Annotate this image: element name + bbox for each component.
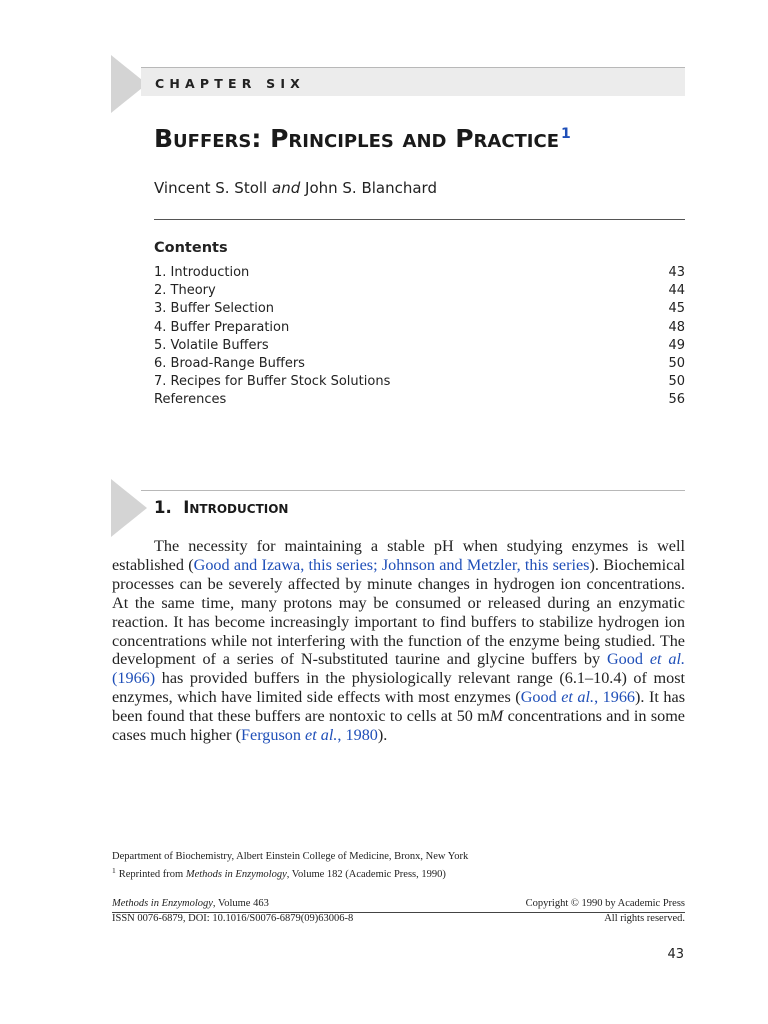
divider <box>154 219 685 220</box>
rights: All rights reserved. <box>604 913 685 924</box>
publication-line <box>112 913 685 924</box>
section-heading <box>154 498 288 517</box>
paragraph-text: ). It has been found that these buffers are nontoxic to cells at 50 m <box>112 688 686 726</box>
intro-paragraph <box>112 537 685 745</box>
page-number: 43 <box>667 947 684 962</box>
reprint-prefix: Reprinted from <box>118 869 186 880</box>
toc-item-label: 6. Broad-Range Buffers <box>154 355 305 371</box>
paragraph-text: has provided buffers in the physiologically relevant range (6.1–10.4) of most enzymes, which have limited side effects with most enzymes ( <box>112 669 685 707</box>
journal-name: Methods in Enzymology <box>112 898 213 909</box>
toc-item-page: 50 <box>668 374 685 390</box>
citation-author: Good <box>520 688 562 707</box>
author-conjunction: and <box>272 179 301 197</box>
toc-item-page: 50 <box>668 355 685 371</box>
authors <box>154 179 437 197</box>
paragraph-text: ). <box>377 726 388 745</box>
citation-year: , 1966 <box>594 688 636 707</box>
toc-item[interactable] <box>154 282 685 300</box>
volume: , Volume 463 <box>212 898 269 909</box>
copyright: Copyright © 1990 by Academic Press <box>525 898 685 909</box>
citation-etal: et al. <box>561 688 595 707</box>
toc-item-page: 45 <box>668 301 685 317</box>
toc-item[interactable] <box>154 355 685 373</box>
toc-item[interactable] <box>154 337 685 355</box>
toc-item-label: 7. Recipes for Buffer Stock Solutions <box>154 374 391 390</box>
toc-item-page: 56 <box>668 392 685 408</box>
toc-item[interactable] <box>154 264 685 282</box>
affiliation-note: Department of Biochemistry, Albert Einstein College of Medicine, Bronx, New York <box>112 851 469 862</box>
paragraph-text: ). Biochemical processes can be severely affected by minute changes in hydrogen ion concentrations. At the same time, many protons may be consumed or released during an enzymatic reaction. It has become increasingly important to find buffers to stabilize hydrogen ion concentrations while not interfering with the function of the enzyme being studied. The development of a series of N-substituted taurine and glycine buffers by <box>112 555 686 669</box>
footnote-mark: 1 <box>112 866 116 875</box>
author-1: Vincent S. Stoll <box>154 179 268 197</box>
chapter-label: CHAPTER SIX <box>155 76 306 91</box>
toc-item-page: 49 <box>668 337 685 353</box>
toc-item[interactable] <box>154 300 685 318</box>
toc-item-label: 3. Buffer Selection <box>154 301 275 317</box>
toc-item[interactable] <box>154 391 685 409</box>
citation-author: Good <box>606 650 650 669</box>
toc-item-page: 48 <box>668 319 685 335</box>
journal-volume <box>112 898 269 909</box>
publication-line <box>112 898 685 909</box>
chapter-title <box>154 124 571 153</box>
section-banner-arrow <box>111 479 147 537</box>
citation-year: (1966) <box>112 669 156 688</box>
toc-item-label: 4. Buffer Preparation <box>154 319 290 335</box>
title-footnote-link[interactable]: 1 <box>561 126 571 142</box>
toc-item-label: 5. Volatile Buffers <box>154 337 269 353</box>
issn-doi: ISSN 0076-6879, DOI: 10.1016/S0076-6879(09)63006-8 <box>112 913 354 924</box>
toc-item-label: 2. Theory <box>154 283 216 299</box>
citation-etal: et al. <box>305 726 338 745</box>
paragraph-text: The necessity for maintaining a stable pH when studying enzymes is well established ( <box>112 537 685 574</box>
table-of-contents <box>154 264 685 410</box>
chapter-title-text: Buffers: Principles and Practice <box>154 124 560 153</box>
footnotes <box>112 850 468 882</box>
citation-link[interactable] <box>521 688 635 706</box>
unit-italic: M <box>489 707 504 726</box>
citation-etal: et al. <box>649 650 686 669</box>
toc-item-page: 43 <box>668 265 685 280</box>
citation-year: , 1980 <box>337 726 378 745</box>
section-title: Introduction <box>183 498 289 517</box>
toc-item[interactable] <box>154 373 685 391</box>
author-2: John S. Blanchard <box>305 179 437 197</box>
contents-heading: Contents <box>154 240 228 256</box>
reprint-note <box>112 864 468 882</box>
toc-item-page: 44 <box>668 283 685 299</box>
toc-item-label: References <box>154 392 227 408</box>
reprint-journal: Methods in Enzymology <box>185 869 287 880</box>
citation-link[interactable] <box>241 726 378 744</box>
toc-item[interactable] <box>154 319 685 337</box>
section-rule <box>141 490 685 491</box>
citation-author: Ferguson <box>241 726 306 745</box>
reprint-suffix: , Volume 182 (Academic Press, 1990) <box>286 869 446 880</box>
toc-item-label: 1. Introduction <box>154 265 250 280</box>
section-number: 1. <box>154 498 172 517</box>
paragraph-text: concentrations and in some cases much higher ( <box>112 707 685 745</box>
citation-link[interactable]: Good and Izawa, this series; Johnson and Metzler, this series <box>193 555 590 574</box>
